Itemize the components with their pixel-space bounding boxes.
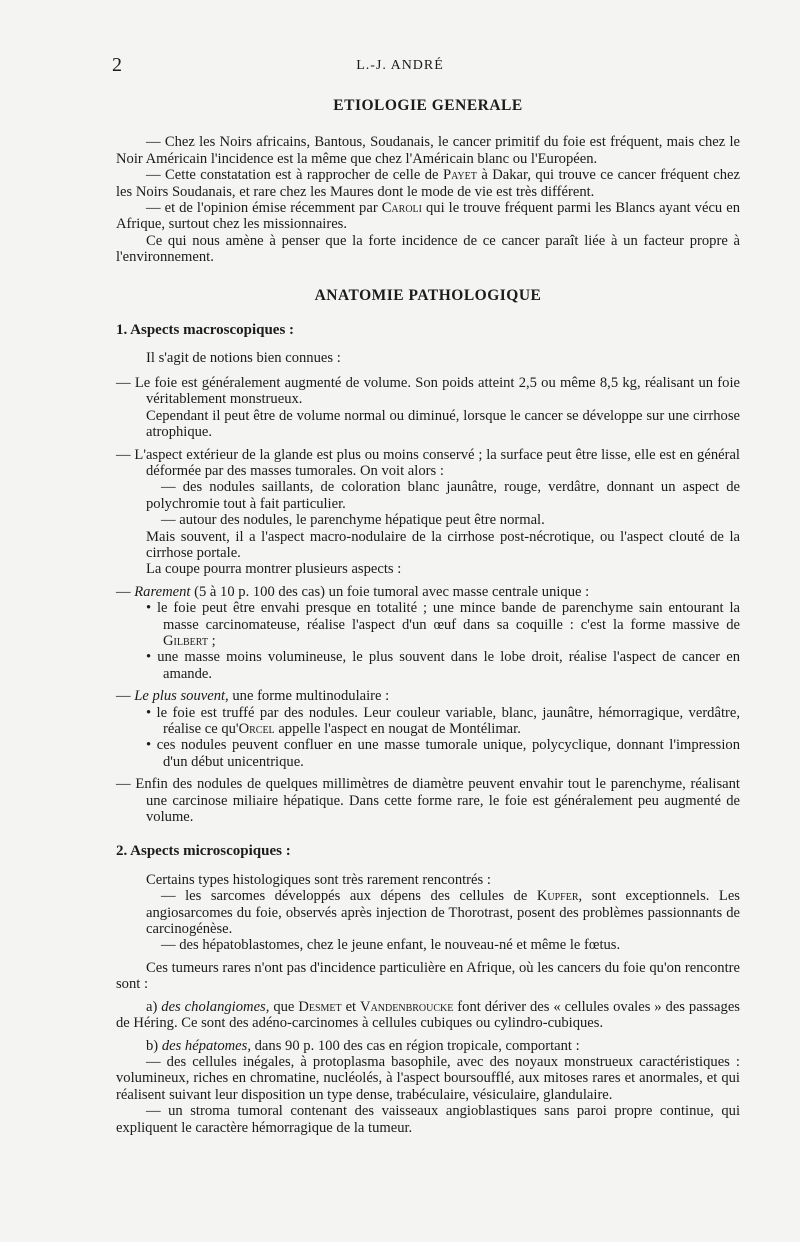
subsection-heading-macro: 1. Aspects macroscopiques : [116,322,295,339]
paragraph: a) des cholangiomes, que Desmet et Vandenbroucke font dériver des « cellules ovales » des passages de Héring. Ce sont des adéno-carcinomes à cellules cubiques ou cylindro-cubiques. [116,998,740,1032]
paragraph: Ces tumeurs rares n'ont pas d'incidence particulière en Afrique, où les cancers du foie qu'on rencontre sont : [116,959,740,993]
page-content [116,98,740,1136]
author-name: Kupfer [536,888,579,905]
paragraph: b) des hépatomes, dans 90 p. 100 des cas en région tropicale, comportant : [146,1037,580,1054]
author-name: Orcel [238,721,275,737]
paragraph: La coupe pourra montrer plusieurs aspects : [146,561,402,578]
author-name: Caroli [381,200,422,217]
paragraph: — Cette constatation est à rapprocher de celle de Payet à Dakar, qui trouve ce cancer fréquent chez les Noirs Soudanais, et rare chez les Maures dont le mode de vie est très différent. [116,167,740,200]
dash-item: — Enfin des nodules de quelques millimètres de diamètre peuvent envahir tout le parenchyme, réalisant une carcinose miliaire hépatique. Dans cette forme rare, le foie est généralement peu augmenté de volume. [116,776,740,826]
emphasis: Le plus souvent, [134,688,229,705]
subsection-heading-micro: 2. Aspects microscopiques : [116,843,291,860]
dash-item: — Le foie est généralement augmenté de volume. Son poids atteint 2,5 ou même 8,5 kg, réalisant un foie véritablement monstrueux. [116,374,740,408]
sub-dash-item: — autour des nodules, le parenchyme hépatique peut être normal. [161,512,545,529]
sub-dash-item: — les sarcomes développés aux dépens des cellules de Kupfer, sont exceptionnels. Les angiosarcomes du foie, observés après injection de Thorotrast, posent des problèmes passionnants de carcinogénèse. [146,888,740,938]
section-title-anatomie: ANATOMIE PATHOLOGIQUE [314,286,542,304]
paragraph: Il s'agit de notions bien connues : [146,350,341,367]
paragraph: Ce qui nous amène à penser que la forte incidence de ce cancer paraît liée à un facteur propre à l'environnement. [116,232,740,266]
dash-item: — Rarement (5 à 10 p. 100 des cas) un foie tumoral avec masse centrale unique : [116,583,590,600]
sub-dash-item: — des nodules saillants, de coloration blanc jaunâtre, rouge, verdâtre, donnant un aspect de polychromie tout à fait particulier. [146,479,740,512]
author-name: Vandenbroucke [360,998,454,1015]
dash-item: — Le plus souvent, une forme multinodulaire : [116,688,390,705]
running-title: L.-J. ANDRÉ [356,58,444,73]
section-title-etiologie: ETIOLOGIE GENERALE [333,97,523,114]
bullet-item: • une masse moins volumineuse, le plus souvent dans le lobe droit, réalise l'aspect de cancer en amande. [146,649,740,682]
paragraph: Cependant il peut être de volume normal ou diminué, lorsque le cancer se développe sur une cirrhose atrophique. [146,407,740,441]
sub-dash-item: — un stroma tumoral contenant des vaisseaux angioblastiques sans paroi propre continue, qui expliquent le caractère hémorragique de la tumeur. [116,1103,740,1136]
sub-dash-item: — des cellules inégales, à protoplasma basophile, avec des noyaux monstrueux caractéristiques : volumineux, riches en chromatine, nucléolés, à l'aspect boursoufflé, aux mitoses rares et anormales, et qui réalisent suivant leur disposition un type dense, trabéculaire, vésiculaire, glandulaire. [116,1053,740,1103]
bullet-item: • le foie peut être envahi presque en totalité ; une mince bande de parenchyme sain entourant la masse carcinomateuse, réalise l'aspect d'un œuf dans sa coquille : c'est la forme massive de Gilbert ; [146,600,740,649]
author-name: Payet [443,167,477,184]
emphasis: Rarement [134,583,191,600]
paragraph: Certains types histologiques sont très rarement rencontrés : [146,871,491,888]
dash-item: — L'aspect extérieur de la glande est plus ou moins conservé ; la surface peut être lisse, elle est en général déformée par des masses tumorales. On voit alors : [116,446,740,479]
emphasis: des hépatomes, [161,1037,251,1054]
bullet-item: • ces nodules peuvent confluer en une masse tumorale unique, polycyclique, donnant l'impression d'un début unicentrique. [146,737,740,770]
author-name: Desmet [298,998,342,1015]
sub-dash-item: — des hépatoblastomes, chez le jeune enfant, le nouveau-né et même le fœtus. [161,937,621,954]
paragraph: — Chez les Noirs africains, Bantous, Soudanais, le cancer primitif du foie est fréquent, mais chez le Noir Américain l'incidence est la même que chez l'Américain blanc ou l'Européen. [116,134,740,167]
emphasis: des cholangiomes, [161,998,270,1015]
paragraph: — et de l'opinion émise récemment par Caroli qui le trouve fréquent parmi les Blancs ayant vécu en Afrique, surtout chez les missionnaires. [116,200,741,233]
author-name: Gilbert [163,632,208,649]
page-number: 2 [112,54,122,76]
bullet-item: • le foie est truffé par des nodules. Leur couleur variable, blanc, jaunâtre, hémorragique, verdâtre, réalise ce qu'Orcel appelle l'aspect en nougat de Montélimar. [146,704,740,737]
paragraph: Mais souvent, il a l'aspect macro-nodulaire de la cirrhose post-nécrotique, ou l'aspect clouté de la cirrhose portale. [146,528,740,561]
